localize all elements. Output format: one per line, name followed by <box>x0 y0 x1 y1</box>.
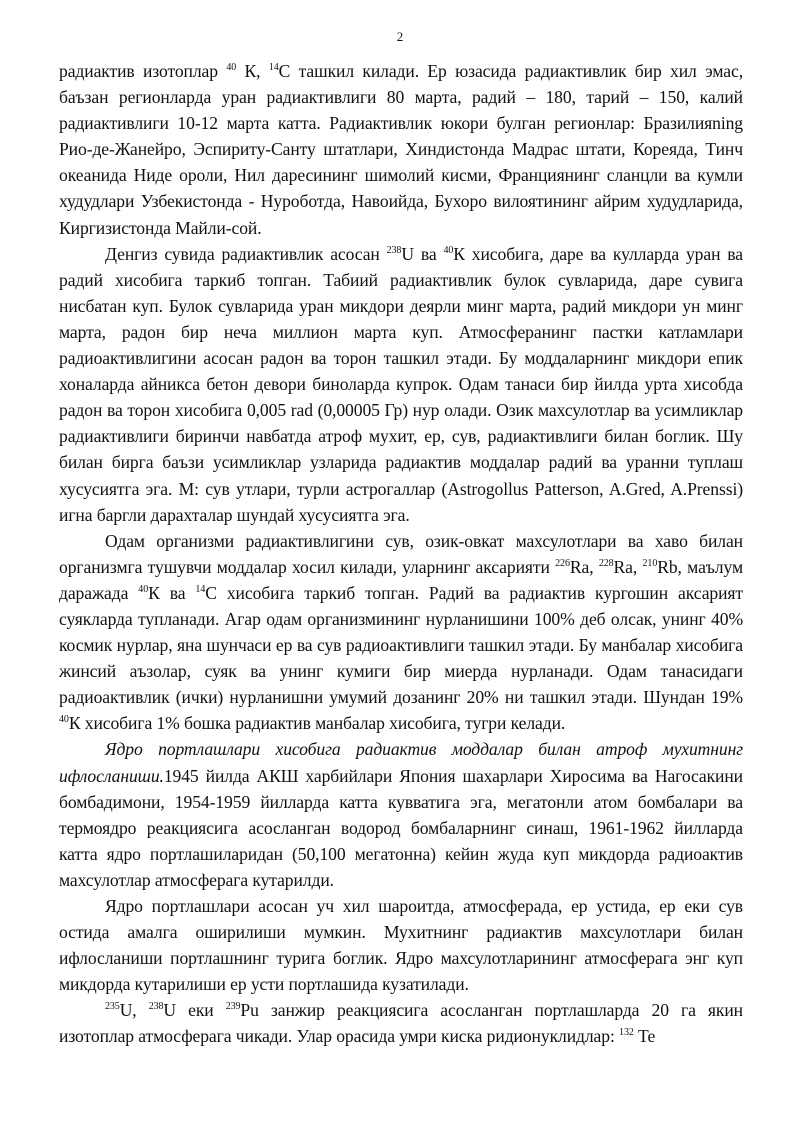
superscript: 40 <box>138 583 149 595</box>
superscript: 228 <box>598 557 614 569</box>
superscript: 14 <box>268 62 279 73</box>
text-run: Rb, маълум даражада <box>59 556 743 603</box>
superscript: 40 <box>59 714 69 726</box>
superscript: 14 <box>195 583 206 595</box>
section-heading-italic: Ядро портлашлари хисобига радиактив моддалар билан атроф мухитнинг ифлосланиши. <box>59 739 743 786</box>
superscript: 210 <box>642 557 658 569</box>
document-body <box>59 58 743 1050</box>
superscript: 235 <box>105 1001 120 1013</box>
text-run: К хисобига 1% бошка радиактив манбалар хисобига, тугри келади. <box>68 713 566 734</box>
superscript: 226 <box>555 557 570 569</box>
paragraph-4 <box>59 736 743 893</box>
superscript: 40 <box>443 244 454 256</box>
paragraph-2 <box>59 241 743 528</box>
text-run: 1945 йилда АКШ харбийлари Япония шахарлари Хиросима ва Нагосакини бомбадимони, 1954-1959 йилларда катта кувватига эга, мегатонли атом бомбалари ва термоядро реакциясига асосланган водород бомбаларнинг синаш, 1961-1962 йилларда катта ядро портлашиларидан (50,100 мегатонна) кейин жуда куп микдорда радиоактив махсулотлар атмосферага кутарилди. <box>59 765 743 890</box>
text-run: К, <box>236 61 269 81</box>
text-run: U еки <box>163 1000 226 1021</box>
superscript: 40 <box>226 62 237 73</box>
text-run: U ва <box>401 243 444 264</box>
superscript: 239 <box>225 1001 241 1013</box>
superscript: 238 <box>386 244 402 256</box>
text-run: К хисобига, даре ва кулларда уран ва радий хисобига таркиб топган. Табиий радиактивлик булок сувларида, даре сувига нисбатан куп. Булок сувларида уран микдори деярли минг марта, радий микдори ун минг марта, радон бир неча миллион марта куп. Атмосферанинг пастки катламлари радиоактивлигини асосан радон ва торон ташкил этади. Бу моддаларнинг микдори епик хоналарда айникса бетон девори биноларда купрок. Одам танаси бир йилда урта хисобда радон ва торон хисобига 0,005 rad (0,00005 Гр) нур олади. Озик махсулотлар ва усимликлар радиактивлиги биринчи навбатда атроф мухит, ер, сув, радиактивлиги билан боглик. Шу билан бирга баъзи усимликлар узларида радиактив моддалар радий ва уранни туплаш хусусиятга эга. М: сув утлари, турли астрогаллар (Astrogollus Patterson, A.Gred, A.Prenssi) игна баргли дарахталар шундай хусусиятга эга. <box>59 243 743 525</box>
text-run: Ядро портлашлари асосан уч хил шароитда, атмосферада, ер устида, ер еки сув остида амалга оширилиши мумкин. Мухитнинг радиактив махсулотлари билан ифлосланиши портлашнинг турига боглик. Ядро махсулотларининг атмосферага энг куп микдорда кутарилиши ер усти портлашида кузатилади. <box>59 896 743 995</box>
superscript: 132 <box>619 1027 634 1039</box>
text-run: радиактив изотоплар <box>59 61 227 81</box>
paragraph-1 <box>59 58 743 241</box>
text-run: Te <box>633 1026 656 1047</box>
page-number: 2 <box>396 29 404 44</box>
text-run: Одам организми радиактивлигини сув, озик-овкат махсулотлари ва хаво билан организмга тушувчи моддалар хосил килади, уларнинг аксарияти <box>59 530 743 577</box>
text-run: Pu занжир реакциясига асосланган портлашларда 20 га якин изотоплар атмосферага чикади. Улар орасида умри киска ридионуклидлар: <box>59 1000 743 1047</box>
text-run: Денгиз сувида радиактивлик асосан <box>105 243 387 264</box>
superscript: 238 <box>148 1001 164 1013</box>
text-run: К ва <box>148 582 196 603</box>
paragraph-6 <box>59 997 743 1049</box>
text-run: Ra, <box>613 556 643 577</box>
text-run: U, <box>119 1000 149 1021</box>
paragraph-3 <box>59 528 743 737</box>
text-run: С хисобига таркиб топган. Радий ва радиактив кургошин аксарият суякларда тупланади. Агар одам организмининг нурланишини 100% деб олсак, унинг 40% космик нурлар, яна шунчаси ер ва сув радиоактивлиги ташкил этади. Бу манбалар хисобига жинсий аъзолар, суяк ва унинг кумиги бир миерда нурланади. Одам танасидаги радиоактивлик (ички) нурланишни умумий дозанинг 20% ни ташкил этади. Шундан 19% <box>59 582 744 708</box>
text-run: С ташкил килади. Ер юзасида радиактивлик бир хил эмас, баъзан регионларда уран радиактивлиги 80 марта, радий – 180, тарий – 150, калий радиактивлиги 10-12 марта катта. Радиактивлик юкори булган регионлар: Бразилияning Рио-де-Жанейро, Эспириту-Санту штатлари, Хиндистонда Мадрас штати, Кореяда, Тинч океанида Ниде ороли, Нил даресининг шимолий кисми, Франциянинг сланцли ва кумли худудлари Узбекистонда - Нуроботда, Навоийда, Бухоро вилоятининг айрим худудларида, Киргизистонда Майли-сой. <box>59 61 744 238</box>
paragraph-5 <box>59 893 743 997</box>
text-run: Ra, <box>569 556 599 577</box>
